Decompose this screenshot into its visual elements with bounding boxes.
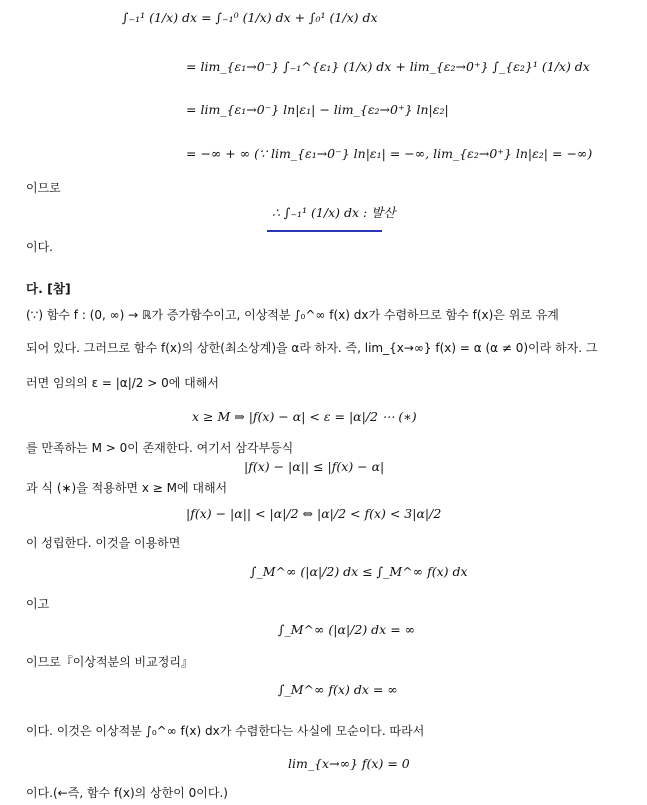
integral-equation-line-2: = lim_{ε₁→0⁻} ∫₋₁^{ε₁} (1/x) dx + lim_{ε₂→0⁺} ∫_{ε₂}¹ (1/x) dx: [186, 59, 590, 74]
equation-2-triangle-inequality: |f(x) − |α|| ≤ |f(x) − α|: [244, 459, 385, 474]
integral-equation-line-1: ∫₋₁¹ (1/x) dx = ∫₋₁⁰ (1/x) dx + ∫₀¹ (1/x) dx: [122, 10, 378, 25]
divergence-result: ∴ ∫₋₁¹ (1/x) dx : 발산: [272, 205, 396, 220]
section-header: 다. [참]: [26, 281, 71, 296]
paragraph-6: 이 성립한다. 이것을 이용하면: [26, 536, 181, 550]
equation-1: x ≥ M ⇒ |f(x) − α| < ε = |α|/2 ⋯ (∗): [192, 409, 417, 424]
conclusion-suffix: 이다.: [26, 240, 53, 254]
integral-equation-line-4: = −∞ + ∞ (∵ lim_{ε₁→0⁻} ln|ε₁| = −∞, lim_{ε₂→0⁺} ln|ε₂| = −∞): [186, 146, 593, 161]
paragraph-8: 이므로『이상적분의 비교정리』: [26, 655, 193, 669]
conclusion-prefix: 이므로: [26, 181, 61, 195]
equation-5: ∫_M^∞ (|α|/2) dx = ∞: [278, 622, 416, 637]
paragraph-1: (∵) 함수 f : (0, ∞) → ℝ가 증가함수이고, 이상적분 ∫₀^∞ f(x) dx가 수렴하므로 함수 f(x)은 위로 유계: [26, 308, 559, 322]
equation-3: |f(x) − |α|| < |α|/2 ⇔ |α|/2 < f(x) < 3|α|/2: [186, 506, 442, 521]
equation-6: ∫_M^∞ f(x) dx = ∞: [278, 682, 398, 697]
equation-7-limit: lim_{x→∞} f(x) = 0: [288, 756, 410, 771]
paragraph-4: 를 만족하는 M > 0이 존재한다. 여기서 삼각부등식: [26, 441, 294, 455]
paragraph-9: 이다. 이것은 이상적분 ∫₀^∞ f(x) dx가 수렴한다는 사실에 모순이다. 따라서: [26, 724, 425, 738]
paragraph-7: 이고: [26, 597, 50, 611]
equation-4-comparison: ∫_M^∞ (|α|/2) dx ≤ ∫_M^∞ f(x) dx: [250, 564, 468, 579]
paragraph-3: 러면 임의의 ε = |α|/2 > 0에 대해서: [26, 376, 219, 390]
result-underline: [267, 230, 382, 232]
paragraph-2: 되어 있다. 그러므로 함수 f(x)의 상한(최소상계)을 α라 하자. 즉, lim_{x→∞} f(x) = α (α ≠ 0)이라 하자. 그: [26, 341, 598, 355]
paragraph-5: 과 식 (∗)을 적용하면 x ≥ M에 대해서: [26, 481, 228, 495]
integral-equation-line-3: = lim_{ε₁→0⁻} ln|ε₁| − lim_{ε₂→0⁺} ln|ε₂|: [186, 102, 449, 117]
paragraph-10: 이다.(←즉, 함수 f(x)의 상한이 0이다.): [26, 786, 228, 800]
